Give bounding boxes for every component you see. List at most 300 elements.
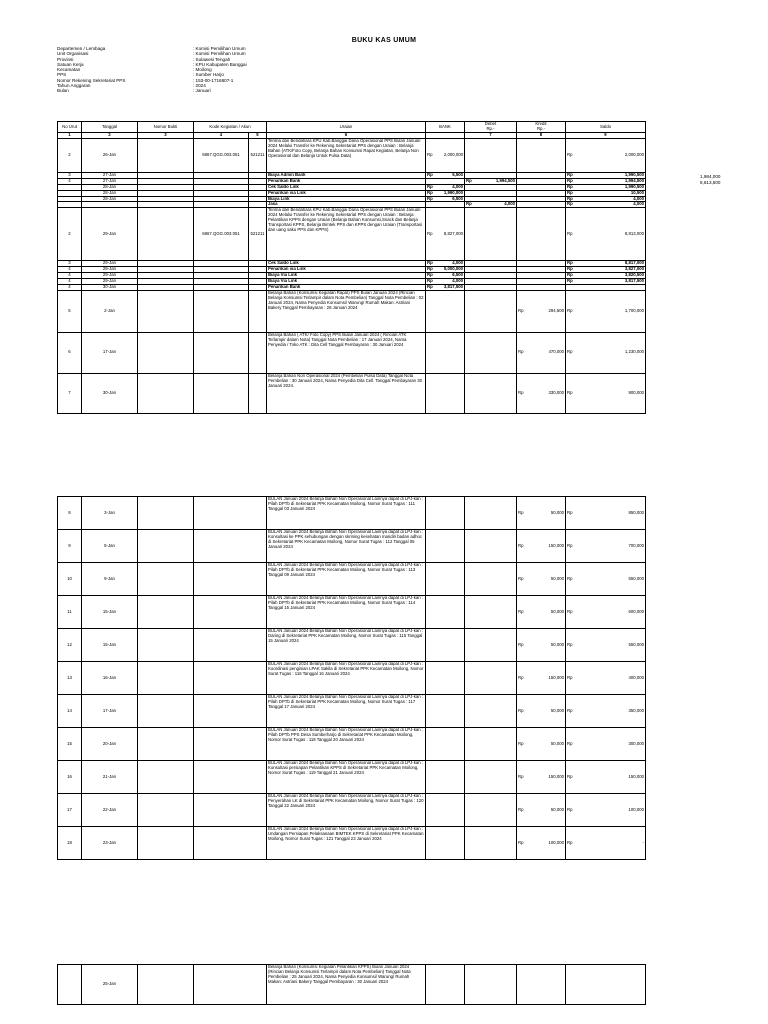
row-kode	[194, 373, 249, 413]
row-date: 17-Jan	[82, 695, 138, 728]
row-bukti	[138, 563, 194, 596]
money-cell	[566, 373, 646, 413]
money-value	[427, 232, 463, 237]
row-no: 16	[58, 761, 82, 794]
money-cell	[517, 662, 566, 695]
col-number: 9	[566, 133, 646, 139]
currency-label: Rp	[518, 307, 524, 313]
money-value	[567, 197, 644, 202]
amount: 50,000	[550, 575, 564, 581]
row-no: 17	[58, 794, 82, 827]
row-bukti	[138, 794, 194, 827]
money-cell	[465, 138, 517, 172]
amount: 1,700,000	[624, 307, 644, 313]
currency-label: Rp	[427, 272, 433, 278]
row-uraian: BULAN Januari 2024 Belanja Bahan Non Operasional Lainnya dapat di LPJ-kan : Konsultasi ke PPK sehubungan dengan skrining kesehatan mandiri badan adhoc di Sekretariat PPK Kecamatan Moilong, Nomor Surat Tugas : 112 Tanggal 05 Januari 2024	[267, 530, 426, 563]
currency-label: Rp	[567, 266, 573, 272]
amount: 150,000	[548, 542, 564, 548]
row-bank	[426, 530, 465, 563]
col-number: 5	[249, 133, 267, 139]
info-value: : Komisi Pemilihan Umum	[193, 51, 246, 57]
money-value	[567, 709, 644, 714]
row-debet	[465, 629, 517, 662]
currency-label: Rp	[567, 349, 573, 355]
amount: 550,000	[628, 641, 644, 647]
currency-label: Rp	[427, 172, 433, 177]
money-cell	[426, 284, 465, 290]
row-bukti	[138, 497, 194, 530]
money-cell	[426, 208, 465, 261]
col-number: 2	[82, 133, 138, 139]
currency-label: Rp	[567, 272, 573, 278]
amount: 2,000,000	[624, 151, 644, 157]
money-value	[567, 309, 644, 314]
row-no: 4	[58, 273, 82, 279]
info-value: : Sulawesi Tengah	[193, 56, 231, 62]
amount: 1,990,000	[443, 190, 463, 195]
amount: 330,000	[548, 389, 564, 395]
amount: 1,990,500	[624, 172, 644, 177]
row-akun	[249, 373, 267, 413]
row-date: 29-Jan	[82, 261, 138, 267]
amount: 4,000	[452, 260, 463, 266]
row-uraian: BULAN Januari 2024 Belanja Bahan Non Operasional Lainnya dapat di LPJ-kan : Pilah DPTb di Sekretariat PPK Kecamatan Moilong, Nomor Surat Tugas : 114 Tanggal 15 Januari 2024	[267, 596, 426, 629]
amount: 600,000	[628, 608, 644, 614]
currency-label: Rp	[567, 201, 573, 207]
row-date: 20-Jan	[82, 728, 138, 761]
row-uraian: Cek Saldo Link	[267, 184, 426, 190]
col-header-bank: BANK	[426, 122, 465, 133]
row-kode	[194, 794, 267, 827]
row-no: 2	[58, 138, 82, 172]
money-value	[518, 511, 564, 516]
row-debet	[465, 827, 517, 860]
currency-label: Rp	[427, 184, 433, 189]
currency-label: Rp	[567, 389, 573, 395]
info-label: Tahun Anggaran	[57, 83, 91, 89]
amount: 470,000	[548, 349, 564, 355]
row-kode	[194, 965, 267, 1005]
money-cell	[465, 332, 517, 373]
amount: 150,000	[548, 674, 564, 680]
row-date: 9-Jan	[82, 563, 138, 596]
row-uraian: Penarikan Bank	[267, 284, 426, 290]
currency-label: Rp	[427, 278, 433, 284]
money-value	[427, 285, 463, 290]
row-date: 29-Jan	[82, 208, 138, 261]
row-no: 4	[58, 284, 82, 290]
row-bank	[426, 563, 465, 596]
row-bank	[426, 596, 465, 629]
money-cell	[517, 728, 566, 761]
money-value	[518, 676, 564, 681]
info-value: : 2024	[193, 83, 206, 89]
money-value	[518, 742, 564, 747]
money-cell	[566, 695, 646, 728]
money-cell	[426, 190, 465, 196]
amount: -	[642, 839, 644, 845]
row-kode: 6867.QGG.003.051	[194, 208, 249, 261]
currency-label: Rp	[567, 196, 573, 201]
money-cell	[566, 497, 646, 530]
amount: 8,817,000	[624, 260, 644, 266]
money-value	[567, 577, 644, 582]
currency-label: Rp	[427, 151, 433, 157]
money-value	[427, 267, 463, 272]
amount: 3,820,500	[624, 272, 644, 278]
currency-label: Rp	[567, 740, 573, 746]
table-row	[58, 728, 646, 761]
row-uraian: Penarikan via Link	[267, 267, 426, 273]
money-cell	[517, 761, 566, 794]
amount: 100,000	[628, 806, 644, 812]
col-header-kode: Kode Kegiatan / Akun	[194, 122, 267, 133]
money-value	[567, 173, 644, 178]
money-value	[518, 709, 564, 714]
table-row	[58, 965, 646, 1005]
col-header-no: No Urut	[58, 122, 82, 133]
table-row	[58, 695, 646, 728]
amount: 6,500	[452, 196, 463, 201]
currency-label: Rp	[427, 230, 433, 236]
row-kode	[194, 596, 267, 629]
money-value	[567, 153, 644, 158]
row-kode	[194, 695, 267, 728]
info-value: : KPU Kabupaten Banggai	[193, 61, 247, 67]
amount: 1,230,000	[624, 349, 644, 355]
money-cell	[426, 332, 465, 373]
row-date: 25-Jan	[82, 965, 138, 1005]
info-label: Kecamatan	[57, 67, 81, 73]
row-akun: 521211	[249, 208, 267, 261]
document-info	[57, 46, 247, 94]
row-bank	[426, 761, 465, 794]
currency-label: Rp	[567, 230, 573, 236]
amount: 150,000	[628, 773, 644, 779]
currency-label: Rp	[567, 608, 573, 614]
row-bukti	[138, 662, 194, 695]
amount: 4,000	[633, 196, 644, 201]
currency-label: Rp	[567, 674, 573, 680]
currency-label: Rp	[567, 542, 573, 548]
money-value	[567, 232, 644, 237]
money-value	[518, 808, 564, 813]
currency-label: Rp	[518, 707, 524, 713]
money-value	[466, 202, 515, 207]
money-cell	[517, 629, 566, 662]
info-label: PPS	[57, 72, 67, 78]
row-date: 2-Jan	[82, 290, 138, 332]
row-uraian: BULAN Januari 2024 Belanja Bahan Non Operasional Lainnya dapat di LPJ-kan : Pilah DPTb di Sekretariat PPK Kecamatan Moilong, Nomor Surat Tugas : 117 Tanggal 17 Januari 2024	[267, 695, 426, 728]
row-date: 30-Jan	[82, 373, 138, 413]
row-kode	[194, 662, 267, 695]
table-row	[58, 827, 646, 860]
currency-label: Rp	[427, 196, 433, 201]
side-number: 1,984,000	[700, 174, 721, 179]
row-date: 17-Jan	[82, 332, 138, 373]
row-bukti	[138, 332, 194, 373]
currency-label: Rp	[567, 641, 573, 647]
row-uraian: Terima dari Bendahara KPU Kab.Banggai Dana Operasional PPS Bulan Januari 2024 Melalui Transfer ke Rekening Sekretariat PPS dengan Uraian : Belanja Bahan (ATK/Foto Copy, Belanja Bahan Konsumsi Rapat Kegiatan, Belanja Non Operasional dan Belanja Untuk Pulsa Data)	[267, 138, 426, 172]
row-date: 16-Jan	[82, 662, 138, 695]
info-row	[57, 88, 247, 93]
money-value	[567, 808, 644, 813]
table-row	[58, 563, 646, 596]
money-cell	[465, 290, 517, 332]
currency-label: Rp	[567, 190, 573, 195]
row-no: 7	[58, 373, 82, 413]
row-date: 27-Jan	[82, 172, 138, 178]
row-uraian: Penarikan via Link	[267, 190, 426, 196]
money-value	[466, 179, 515, 184]
row-no: 4	[58, 178, 82, 184]
money-cell	[426, 138, 465, 172]
row-bukti	[138, 208, 194, 261]
currency-label: Rp	[518, 608, 524, 614]
row-uraian: Belanja Bahan Non Operasional 2024 (Pembelian Pulsa Data) Tanggal Nota Pembelian : 30 Januari 2024, Nama Penyedia Dita Cell. Tanggal Pembayaran 30 Januari 2024.	[267, 373, 426, 413]
debet-label: Debet	[484, 121, 497, 127]
money-cell	[566, 290, 646, 332]
amount: 5,000,000	[443, 266, 463, 272]
amount: 4,000	[504, 201, 515, 207]
money-value	[518, 544, 564, 549]
money-cell	[517, 208, 566, 261]
row-uraian: BULAN Januari 2024 Belanja Bahan Non Operasional Lainnya dapat di LPJ-kan : Pilah DPTb di Sekretariat PPK Kecamatan Moilong, Nomor Surat Tugas : 111 Tanggal 03 Januari 2024	[267, 497, 426, 530]
row-bank	[426, 695, 465, 728]
amount: 150,000	[548, 773, 564, 779]
row-bank	[426, 728, 465, 761]
row-uraian: Belanja Bahan ( ATK/ Foto Copy) PPS Bulan Januari 2024 ( Rincian ATK Terlampir dalam Nota) Tanggal Nota Pembelian : 17 Januari 2024, Nama Penyedia / Toko ATK : Dita Cell Tanggal Pembayaran : 30 Januari 2024	[267, 332, 426, 373]
row-bukti	[138, 629, 194, 662]
money-cell	[517, 332, 566, 373]
money-value	[567, 775, 644, 780]
row-no: 3	[58, 261, 82, 267]
row-date: 27-Jan	[82, 178, 138, 184]
amount: 50,000	[550, 608, 564, 614]
col-header-bukti: Nomor Bukti	[138, 122, 194, 133]
money-value	[567, 544, 644, 549]
money-cell	[517, 497, 566, 530]
row-debet	[465, 530, 517, 563]
row-uraian: Belanja Bahan (Konsumsi Kegiatan Rapat) PPS Bulan Januari 2024 (Rincian Belanja Konsumsi Terlampir dalam Nota Pembelian) Tanggal Nota Pembelian : 02 Januari 2024, Nama Penyedia Konsumsi/ Warung/ Rumah Makan: Astriani Bakery Tanggal Pembayaran : 28 Januari 2024	[267, 290, 426, 332]
money-value	[427, 197, 463, 202]
kredit-label: Kredit	[535, 121, 547, 127]
currency-label: Rp	[567, 806, 573, 812]
row-uraian: Biaya Link	[267, 196, 426, 202]
money-value	[427, 273, 463, 278]
money-value	[567, 841, 644, 846]
amount: 50,000	[550, 806, 564, 812]
row-uraian: BULAN Januari 2024 Belanja Bahan Non Operasional Lainnya dapat di LPJ-kan : Undangan Persiapan Pelaksanaan BIMTEK KPPS di Sekretariat PPK Kecamatan Moilong, Nomor Surat Tugas : 121 Tanggal 23 Januari 2024	[267, 827, 426, 860]
amount: 1,990,500	[624, 184, 644, 189]
money-cell	[566, 208, 646, 261]
amount: 2,000,000	[443, 151, 463, 157]
amount: 5,500	[452, 172, 463, 177]
money-value	[567, 676, 644, 681]
info-value: : Januari	[193, 88, 211, 94]
row-date: 29-Jan	[82, 267, 138, 273]
amount: 700,000	[628, 542, 644, 548]
row-bukti	[138, 761, 194, 794]
row-no: 6	[58, 332, 82, 373]
money-cell	[426, 290, 465, 332]
money-cell	[517, 596, 566, 629]
currency-label: Rp	[567, 178, 573, 183]
money-value	[427, 173, 463, 178]
row-kode: 6867.QGG.003.051	[194, 138, 249, 172]
row-kode	[194, 827, 267, 860]
amount: 3,827,000	[624, 266, 644, 272]
table-row	[58, 373, 646, 413]
money-value	[567, 350, 644, 355]
row-bukti	[138, 965, 194, 1005]
money-cell	[566, 563, 646, 596]
row-date: 23-Jan	[82, 827, 138, 860]
currency-label: Rp	[567, 575, 573, 581]
row-akun	[249, 290, 267, 332]
row-debet	[465, 965, 517, 1005]
table-row	[58, 761, 646, 794]
money-value	[567, 279, 644, 284]
money-cell	[566, 596, 646, 629]
row-date: 21-Jan	[82, 761, 138, 794]
row-kode	[194, 728, 267, 761]
money-cell	[566, 728, 646, 761]
currency-label: Rp	[567, 509, 573, 515]
ledger-table-page-3	[57, 964, 646, 1005]
money-cell	[517, 794, 566, 827]
row-bukti	[138, 728, 194, 761]
row-date: 29-Jan	[82, 279, 138, 285]
money-value	[567, 643, 644, 648]
money-value	[518, 841, 564, 846]
row-kode	[194, 290, 249, 332]
money-cell	[517, 827, 566, 860]
row-kode	[194, 629, 267, 662]
row-debet	[465, 728, 517, 761]
row-no: 9	[58, 530, 82, 563]
amount: 8,813,000	[624, 230, 644, 236]
money-value	[427, 191, 463, 196]
amount: 4,000	[452, 184, 463, 189]
row-date: 3-Jan	[82, 497, 138, 530]
money-value	[567, 261, 644, 266]
money-cell	[566, 332, 646, 373]
money-cell	[517, 563, 566, 596]
amount: 50,000	[550, 740, 564, 746]
currency-label: Rp	[567, 151, 573, 157]
row-no: 4	[58, 267, 82, 273]
money-cell	[566, 827, 646, 860]
row-no: 14	[58, 695, 82, 728]
currency-label: Rp	[567, 707, 573, 713]
amount: 400,000	[628, 674, 644, 680]
row-uraian: Belanja Bahan (Konsumsi Kegiatan Pelantikan KPPS) Bulan Januari 2024 (Rincian Belanja Konsumsi Terlampir dalam Nota Pembelian) Tanggal Nota Pembelian : 25 Januari 2024, Nama Penyedia Konsumsi/ Warung/ Rumah Makan: Astriani Bakery Tanggal Pembayaran : 30 Januari 2024	[267, 965, 426, 1005]
money-value	[518, 350, 564, 355]
row-uraian: Jasa	[267, 202, 426, 208]
money-value	[567, 391, 644, 396]
money-cell	[517, 138, 566, 172]
row-date: 29-Jan	[82, 273, 138, 279]
money-value	[567, 742, 644, 747]
info-value: : Sumber Harjo	[193, 72, 224, 78]
info-label: Nomor Rekening Sekretariat PPS	[57, 77, 126, 83]
row-kode	[194, 563, 267, 596]
row-bukti	[138, 373, 194, 413]
info-label: Unit Organisasi	[57, 51, 89, 57]
table-row	[58, 794, 646, 827]
row-uraian: Biaya Via Link	[267, 279, 426, 285]
row-no: 5	[58, 290, 82, 332]
currency-label: Rp	[518, 542, 524, 548]
row-date: 28-Jan	[82, 190, 138, 196]
money-cell	[566, 629, 646, 662]
money-cell	[465, 373, 517, 413]
table-row	[58, 332, 646, 373]
row-bukti	[138, 530, 194, 563]
info-value: : Moilong	[193, 67, 212, 73]
row-uraian: Biaya Via Link	[267, 273, 426, 279]
money-cell	[517, 530, 566, 563]
row-bukti	[138, 290, 194, 332]
row-uraian: Penarikan Bank	[267, 178, 426, 184]
row-date: 28-Jan	[82, 196, 138, 202]
amount: 100,000	[548, 839, 564, 845]
row-debet	[465, 695, 517, 728]
money-value	[567, 185, 644, 190]
money-cell	[566, 761, 646, 794]
info-label: Provinsi	[57, 56, 74, 62]
info-value: : Komisi Pemilihan Umum	[193, 46, 246, 51]
table-row	[58, 290, 646, 332]
row-bank	[426, 497, 465, 530]
row-uraian: Biaya Admin Bank	[267, 172, 426, 178]
info-label: Bulan	[57, 88, 69, 94]
currency-label: Rp	[567, 307, 573, 313]
currency-label: Rp	[518, 740, 524, 746]
money-value	[518, 309, 564, 314]
row-debet	[465, 662, 517, 695]
row-bank	[426, 827, 465, 860]
currency-label: Rp	[518, 509, 524, 515]
money-cell	[465, 208, 517, 261]
money-cell	[517, 290, 566, 332]
row-no: 11	[58, 596, 82, 629]
row-uraian: BULAN Januari 2024 Belanja Bahan Non Operasional Lainnya dapat di LPJ-kan : Pilah DPTb PPS Desa Sumberharjo di Sekretariat PPK Kecamatan Moilong, Nomor Surat Tugas : 118 Tanggal 20 Januari 2024	[267, 728, 426, 761]
currency-label: Rp	[567, 184, 573, 189]
col-header-saldo: Saldo	[566, 122, 646, 133]
money-value	[427, 261, 463, 266]
currency-label: Rp	[466, 201, 472, 207]
table-row	[58, 596, 646, 629]
money-cell	[517, 373, 566, 413]
currency-label: Rp	[518, 641, 524, 647]
row-debet	[465, 761, 517, 794]
currency-label: Rp	[518, 773, 524, 779]
row-debet	[465, 794, 517, 827]
row-akun	[249, 332, 267, 373]
row-uraian: Cek Saldo Link	[267, 261, 426, 267]
info-label: Departemen / Lembaga	[57, 46, 106, 51]
table-row	[58, 662, 646, 695]
row-bank	[426, 629, 465, 662]
row-no: 3	[58, 172, 82, 178]
money-cell	[517, 965, 566, 1005]
col-header-kredit	[517, 122, 566, 133]
currency-label: Rp	[427, 284, 433, 289]
money-cell	[566, 662, 646, 695]
row-bukti	[138, 596, 194, 629]
